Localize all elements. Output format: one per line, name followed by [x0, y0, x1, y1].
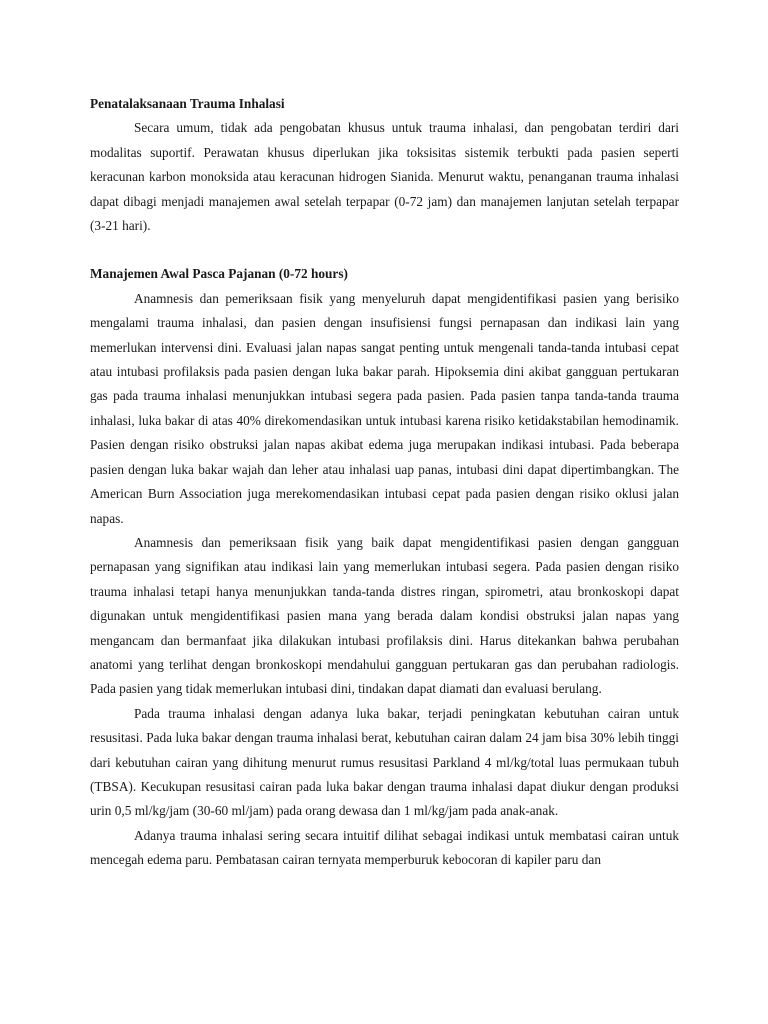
section-heading-manajemen-awal: Manajemen Awal Pasca Pajanan (0-72 hours): [90, 266, 348, 282]
paragraph-4: Pada trauma inhalasi dengan adanya luka bakar, terjadi peningkatan kebutuhan cairan untuk resusitasi. Pada luka bakar dengan trauma inhalasi berat, kebutuhan cairan dalam 24 jam bisa 30% lebih tinggi dari kebutuhan cairan yang dihitung menurut rumus resusitasi Parkland 4 ml/kg/total luas permukaan tubuh (TBSA). Kecukupan resusitasi cairan pada luka bakar dengan trauma inhalasi dapat diukur dengan produksi urin 0,5 ml/kg/jam (30-60 ml/jam) pada orang dewasa dan 1 ml/kg/jam pada anak-anak.: [90, 705, 679, 819]
section-heading-penatalaksanaan: Penatalaksanaan Trauma Inhalasi: [90, 96, 285, 111]
paragraph-3: Anamnesis dan pemeriksaan fisik yang baik dapat mengidentifikasi pasien dengan gangguan pernapasan yang signifikan atau indikasi lain yang memerlukan intubasi segera. Pada pasien dengan risiko trauma inhalasi tetapi hanya menunjukkan tanda-tanda distres ringan, spirometri, atau bronkoskopi dapat digunakan untuk mengidentifikasi pasien mana yang berada dalam kondisi obstruksi jalan napas yang mengancam dan bermanfaat jika dilakukan intubasi profilaksis dini. Harus ditekankan bahwa perubahan anatomi yang terlihat dengan bronkoskopi mendahului gangguan pertukaran gas dan perubahan radiologis. Pada pasien yang tidak memerlukan intubasi dini, tindakan dapat diamati dan evaluasi berulang.: [90, 534, 679, 697]
paragraph-5: Adanya trauma inhalasi sering secara intuitif dilihat sebagai indikasi untuk membatasi cairan untuk mencegah edema paru. Pembatasan cairan ternyata memperburuk kebocoran di kapiler paru dan: [90, 827, 679, 868]
paragraph-2: Anamnesis dan pemeriksaan fisik yang menyeluruh dapat mengidentifikasi pasien yang berisiko mengalami trauma inhalasi, dan pasien dengan insufisiensi fungsi pernapasan dan indikasi lain yang memerlukan intervensi dini. Evaluasi jalan napas sangat penting untuk mengenali tanda-tanda intubasi cepat atau intubasi profilaksis pada pasien dengan luka bakar parah. Hipoksemia dini akibat gangguan pertukaran gas pada trauma inhalasi menunjukkan intubasi segera pada pasien. Pada pasien tanpa tanda-tanda trauma inhalasi, luka bakar di atas 40% direkomendasikan untuk intubasi karena risiko ketidakstabilan hemodinamik. Pasien dengan risiko obstruksi jalan napas akibat edema juga merupakan indikasi intubasi. Pada beberapa pasien dengan luka bakar wajah dan leher atau inhalasi uap panas, intubasi dini dapat dipertimbangkan. The American Burn Association juga merekomendasikan intubasi cepat pada pasien dengan risiko oklusi jalan napas.: [90, 290, 679, 526]
document-page: [90, 92, 679, 873]
paragraph-1: Secara umum, tidak ada pengobatan khusus untuk trauma inhalasi, dan pengobatan terdiri dari modalitas suportif. Perawatan khusus diperlukan jika toksisitas sistemik terbukti pada pasien seperti keracunan karbon monoksida atau keracunan hidrogen Sianida. Menurut waktu, penanganan trauma inhalasi dapat dibagi menjadi manajemen awal setelah terpapar (0-72 jam) dan manajemen lanjutan setelah terpapar (3-21 hari).: [90, 120, 679, 234]
spacer: [90, 238, 679, 262]
